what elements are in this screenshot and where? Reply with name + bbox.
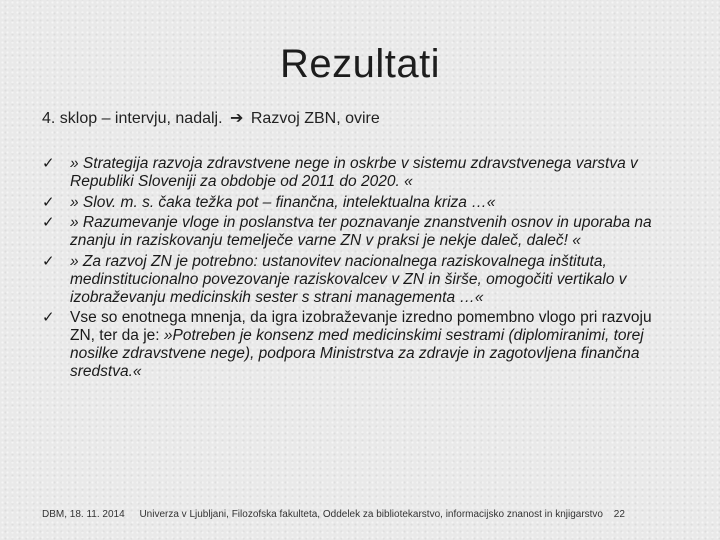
bullet-text-normal: Vse so enotnega mnenja, da igra izobraževanje izredno pomembno vlogo pri razvoju ZN, ter da je:: [70, 309, 652, 345]
subtitle-right: Razvoj ZBN, ovire: [250, 110, 380, 127]
subtitle-left: 4. sklop – intervju, nadalj.: [42, 110, 223, 127]
bullet-text: » Strategija razvoja zdravstvene nege in oskrbe v sistemu zdravstvenega varstva v Republiki Sloveniji za obdobje od 2011 do 2020. «: [70, 155, 638, 190]
checkmark-icon: ✓: [42, 193, 55, 211]
bullet-text: » Slov. m. s. čaka težka pot – finančna, intelektualna kriza …«: [70, 193, 496, 211]
footer-date: DBM, 18. 11. 2014: [42, 509, 125, 520]
arrow-right-icon: ➔: [230, 110, 244, 127]
checkmark-icon: ✓: [42, 155, 55, 172]
checkmark-icon: ✓: [42, 214, 55, 232]
footer-institution: Univerza v Ljubljani, Filozofska fakulteta, Oddelek za bibliotekarstvo, informacijsko znanost in knjigarstvo: [139, 509, 603, 520]
bullet-text: » Za razvoj ZN je potrebno: ustanovitev nacionalnega raziskovalnega inštituta, medinstitucionalno povezovanje raziskovalcev v ZN in širše, omogočiti vertikalo v izobraževanju medicinskih sester s strani managementa …«: [70, 252, 627, 306]
list-item: [42, 309, 672, 380]
list-item: [42, 214, 672, 250]
slide-title: Rezultati: [279, 42, 441, 86]
list-item: [42, 253, 672, 306]
checkmark-icon: ✓: [42, 252, 55, 270]
checkmark-icon: ✓: [42, 309, 55, 327]
slide-footer: [42, 509, 682, 520]
list-item: [42, 194, 672, 212]
bullet-text-quote: »Potreben je konsenz med medicinskimi sestrami (diplomiranimi, torej nosilke zdravstvene nege), podpora Ministrstva za zdravje in zagotovljena finančna sredstva.«: [70, 327, 644, 380]
bullet-text: » Razumevanje vloge in poslanstva ter poznavanje znanstvenih osnov in uporaba na znanju in raziskovanju temelječe varne ZN v praksi je nekje daleč, daleč! «: [70, 214, 652, 250]
bullet-list: [42, 155, 672, 384]
list-item: [42, 155, 672, 191]
slide-subtitle: [42, 108, 380, 128]
page-number: 22: [613, 509, 625, 520]
